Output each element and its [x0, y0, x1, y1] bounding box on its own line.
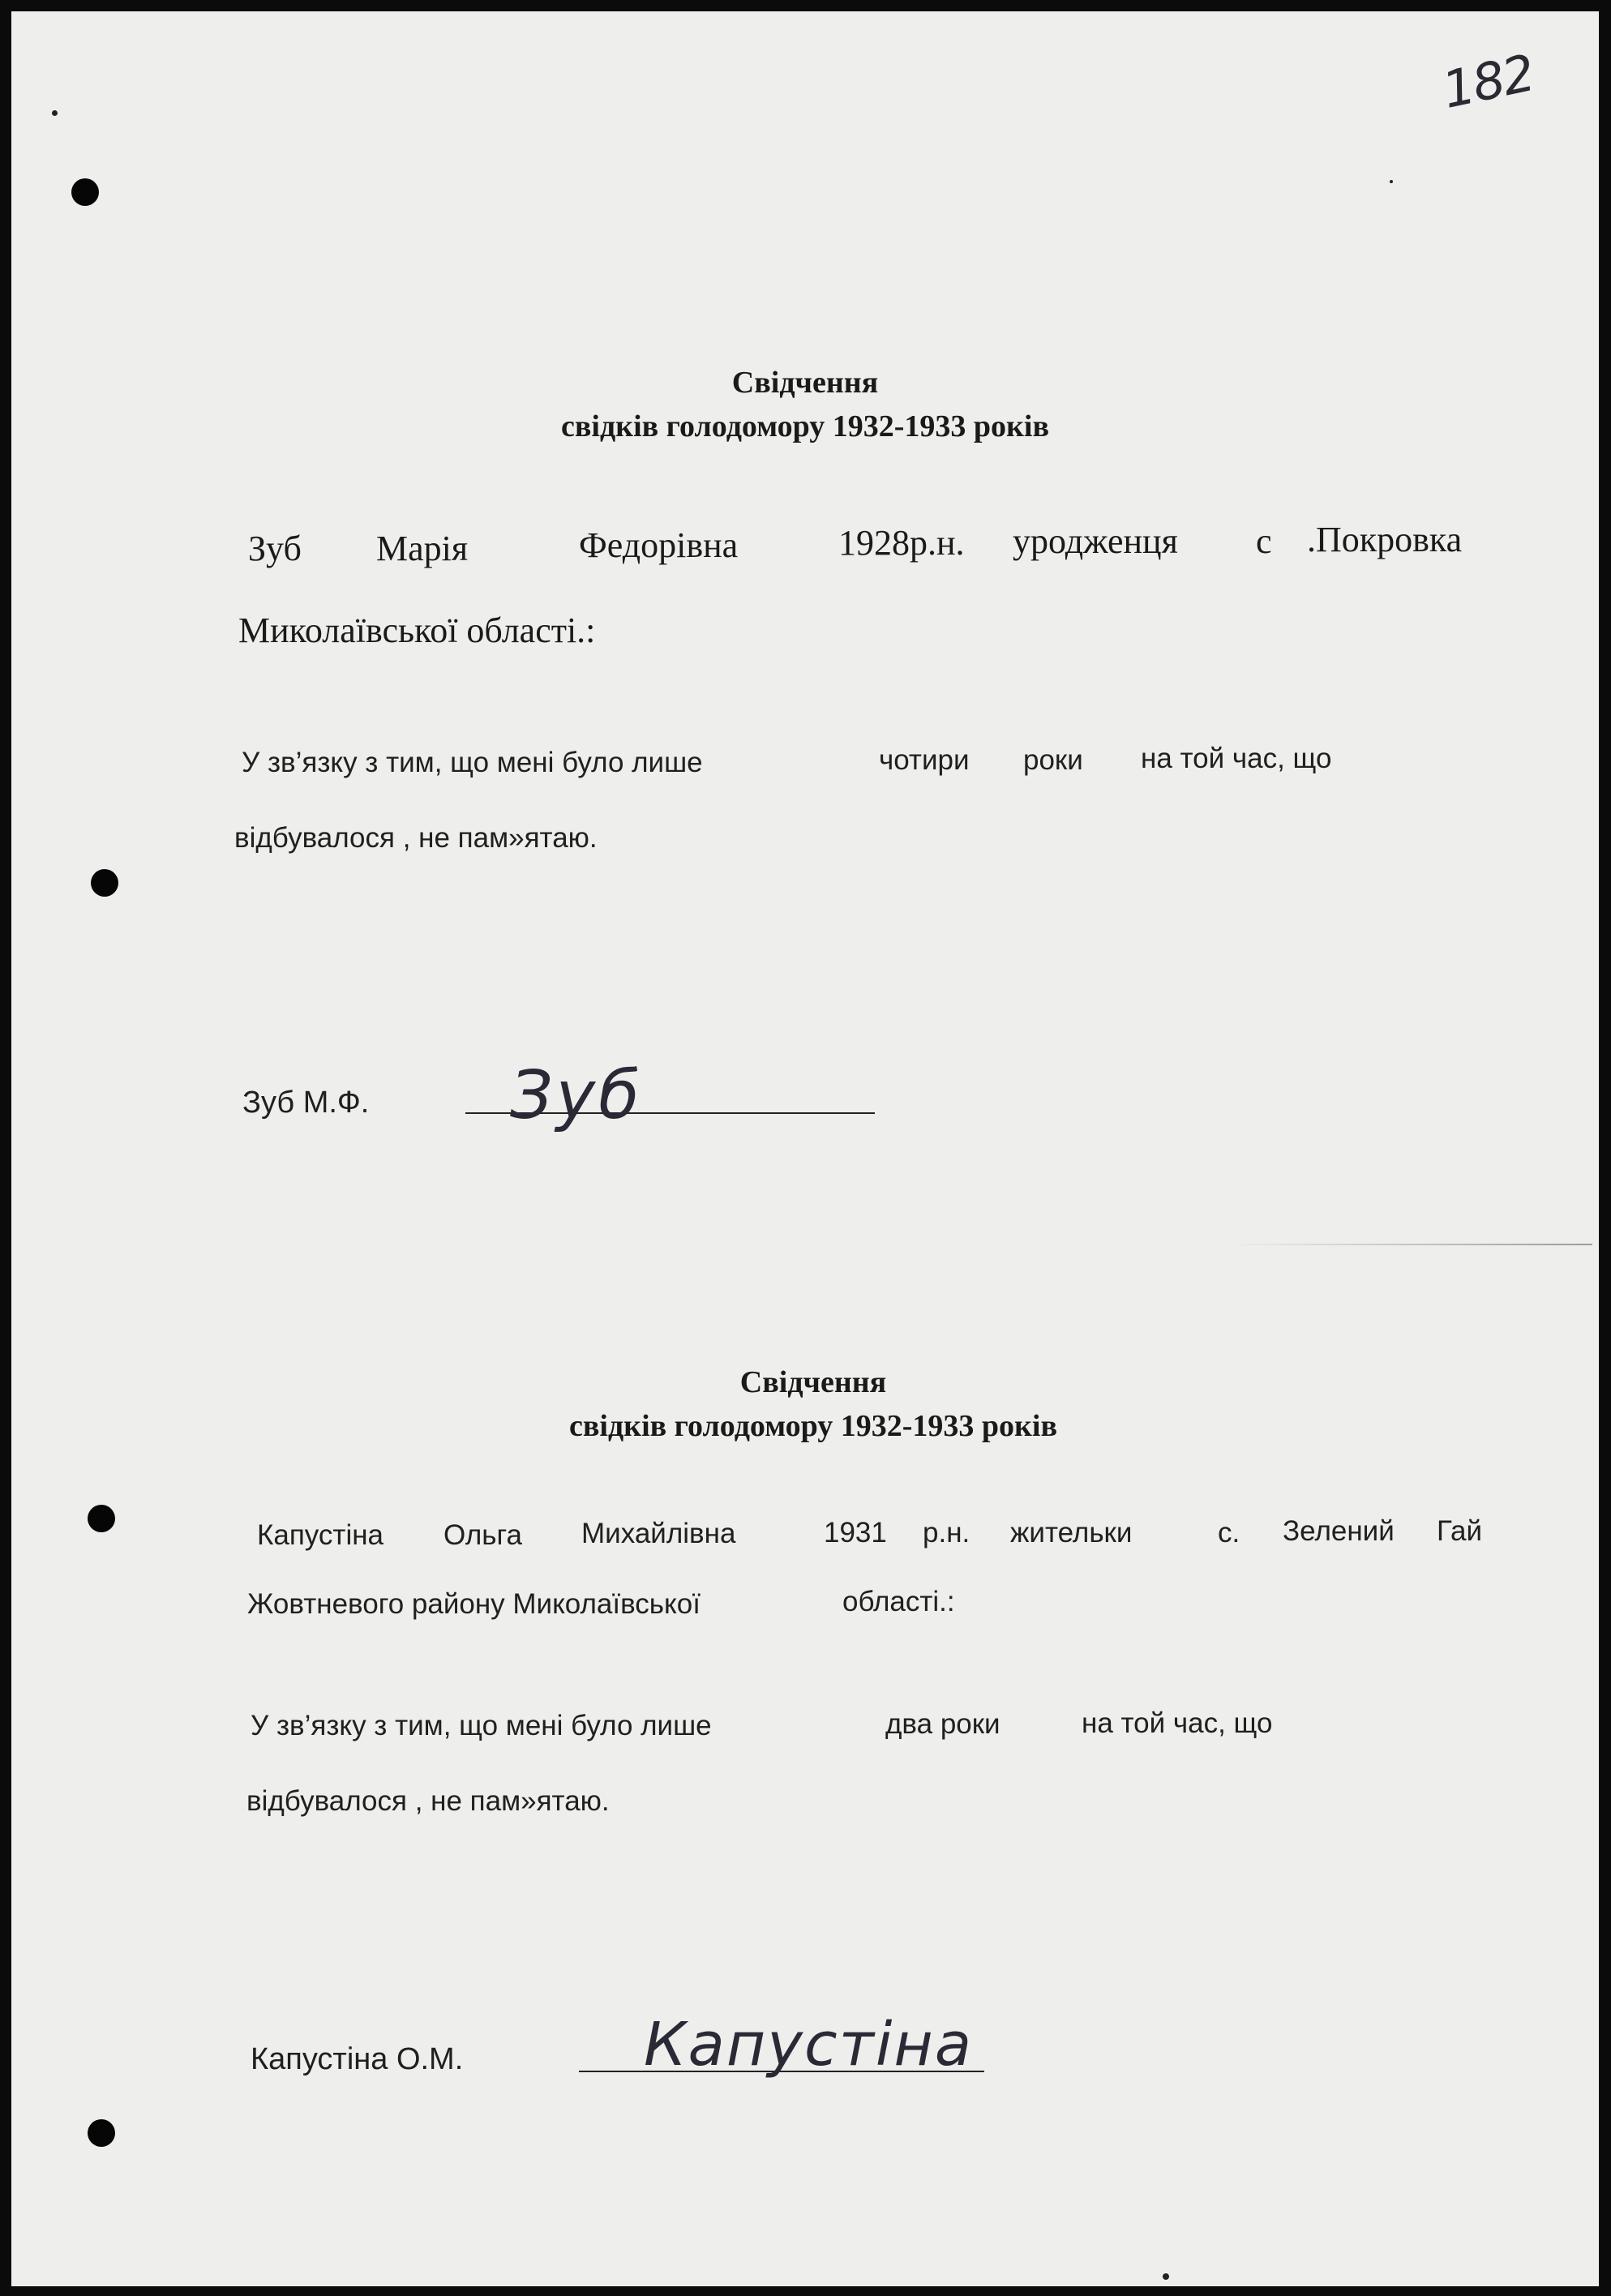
- village-prefix: с: [1256, 521, 1272, 561]
- residence-word: жительки: [1010, 1517, 1133, 1549]
- statement-text: У зв’язку з тим, що мені було лише: [251, 1710, 712, 1741]
- handwritten-signature: Капустіна: [644, 2010, 974, 2080]
- punch-hole: [71, 178, 99, 206]
- paper-fold-line: [1228, 1244, 1592, 1245]
- statement-subtitle: свідків голодомору 1932-1933 років: [569, 1409, 1057, 1443]
- birth-year: 1928р.н.: [838, 523, 965, 563]
- statement-subtitle: свідків голодомору 1932-1933 років: [561, 409, 1049, 443]
- birth-suffix: р.н.: [923, 1517, 970, 1549]
- punch-hole: [88, 1505, 115, 1532]
- village-name: Гай: [1437, 1515, 1483, 1547]
- surname: Зуб: [248, 529, 302, 568]
- statement-text: на той час, що: [1082, 1707, 1273, 1739]
- punch-hole: [88, 2119, 115, 2147]
- region-line: Миколаївської області.:: [238, 610, 596, 650]
- village-name: Зелений: [1283, 1515, 1395, 1547]
- statement-text: роки: [1023, 744, 1083, 776]
- statement-title: Свідчення: [739, 1365, 887, 1399]
- statement-title: Свідчення: [731, 366, 879, 400]
- signatory-name: Зуб М.Ф.: [242, 1086, 370, 1120]
- statement-text: відбувалося , не пам»ятаю.: [234, 822, 598, 854]
- punch-hole: [91, 869, 118, 897]
- page-number: 182: [1437, 43, 1539, 120]
- surname: Капустіна: [257, 1519, 384, 1551]
- village-prefix: с.: [1218, 1517, 1240, 1549]
- statement-text: на той час, що: [1141, 743, 1332, 774]
- speck: [1163, 2273, 1169, 2280]
- village-name: .Покровка: [1307, 520, 1463, 559]
- signatory-name: Капустіна О.М.: [251, 2042, 464, 2076]
- speck: [52, 110, 58, 116]
- first-name: Ольга: [443, 1519, 522, 1551]
- birth-year: 1931: [824, 1517, 887, 1549]
- statement-text: відбувалося , не пам»ятаю.: [246, 1785, 610, 1817]
- region-line: області.:: [842, 1586, 955, 1617]
- handwritten-signature: Зуб: [510, 1057, 643, 1134]
- patronymic: Федорівна: [579, 525, 739, 565]
- region-line: Жовтневого району Миколаївської: [247, 1588, 701, 1620]
- statement-text: два роки: [885, 1708, 1000, 1740]
- speck: [1390, 180, 1393, 183]
- document-page: [11, 11, 1599, 2286]
- origin-word: уродженця: [1013, 521, 1178, 561]
- statement-text: У зв’язку з тим, що мені було лише: [242, 747, 703, 778]
- first-name: Марія: [376, 529, 469, 568]
- patronymic: Михайлівна: [581, 1518, 736, 1549]
- statement-text: чотири: [879, 744, 970, 776]
